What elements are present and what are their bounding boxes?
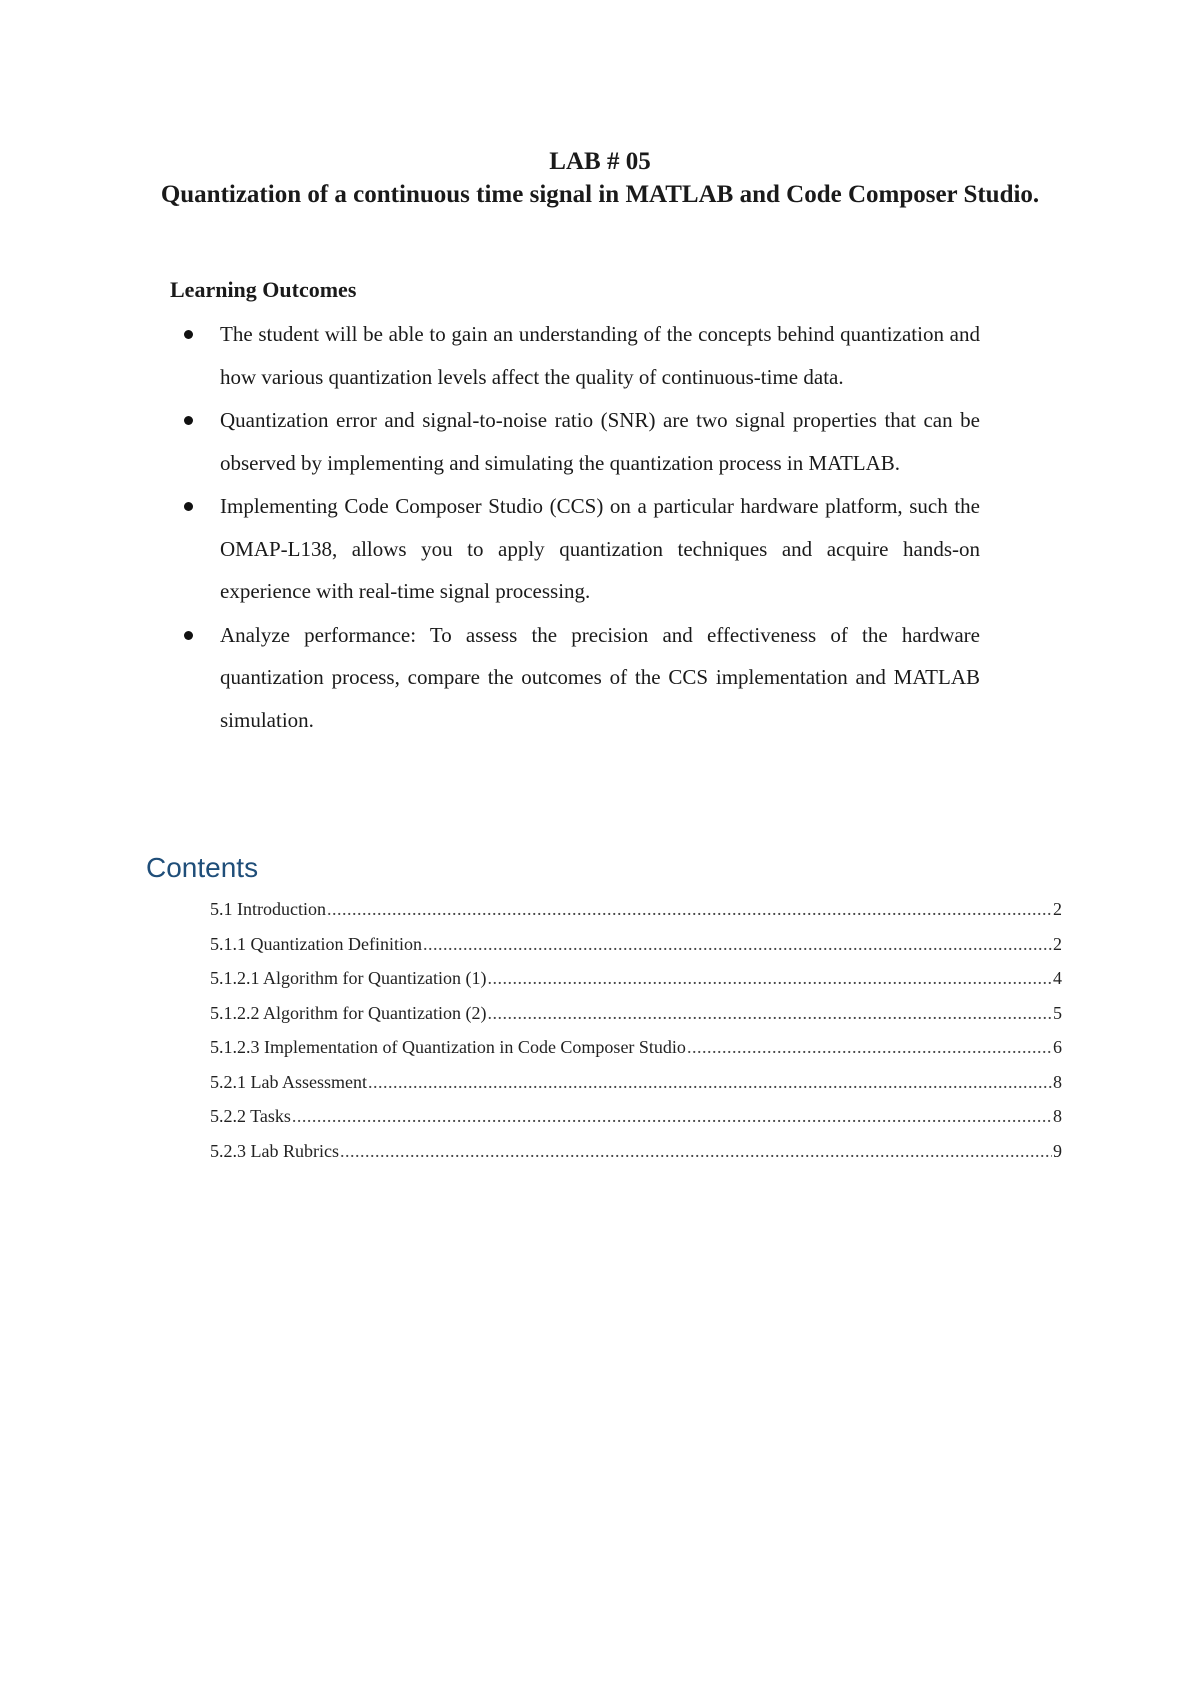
toc-entry-label[interactable]: 5.1.2.3 Implementation of Quantization in Code Composer Studio	[210, 1037, 686, 1057]
toc-dot-leader	[423, 927, 1052, 962]
toc-dot-leader	[687, 1030, 1052, 1065]
bullet-icon	[184, 631, 193, 640]
toc-entry-label[interactable]: 5.2.1 Lab Assessment	[210, 1071, 367, 1092]
toc-entry[interactable]	[210, 996, 1062, 1031]
toc-entry[interactable]	[210, 1065, 1062, 1100]
toc-page-number[interactable]: 5	[1053, 1002, 1062, 1023]
bullet-icon	[184, 330, 193, 339]
list-item-text: Quantization error and signal-to-noise ratio (SNR) are two signal properties that can be observed by implementing and simulating the quantization process in MATLAB.	[220, 408, 980, 475]
toc-entry[interactable]	[210, 892, 1062, 927]
toc-list	[210, 892, 1062, 1168]
toc-page-number[interactable]: 6	[1053, 1037, 1062, 1057]
list-item	[170, 313, 980, 398]
learning-outcomes-section	[170, 275, 980, 742]
toc-entry-label[interactable]: 5.1.2.2 Algorithm for Quantization (2)	[210, 1002, 487, 1023]
toc-page-number[interactable]: 8	[1053, 1106, 1062, 1126]
toc-page-number[interactable]: 8	[1053, 1071, 1062, 1092]
toc-dot-leader	[487, 961, 1052, 996]
toc-dot-leader	[292, 1099, 1052, 1134]
list-item	[170, 399, 980, 484]
toc-entry[interactable]	[210, 1030, 1062, 1065]
toc-page-number[interactable]: 2	[1053, 899, 1062, 919]
toc-dot-leader	[487, 996, 1052, 1031]
table-of-contents	[146, 850, 1066, 1168]
learning-outcomes-list	[170, 313, 980, 741]
toc-entry[interactable]	[210, 961, 1062, 996]
lab-title: Quantization of a continuous time signal in MATLAB and Code Composer Studio.	[160, 181, 1040, 208]
toc-entry[interactable]	[210, 1099, 1062, 1134]
bullet-icon	[184, 502, 193, 511]
list-item-text: The student will be able to gain an understanding of the concepts behind quantization and how various quantization levels affect the quality of continuous-time data.	[220, 322, 980, 389]
toc-dot-leader	[368, 1065, 1052, 1100]
lab-header	[140, 145, 1060, 211]
toc-page-number[interactable]: 9	[1053, 1140, 1062, 1161]
toc-entry-label[interactable]: 5.1.1 Quantization Definition	[210, 933, 422, 954]
toc-entry-label[interactable]: 5.2.2 Tasks	[210, 1106, 291, 1126]
toc-entry[interactable]	[210, 1134, 1062, 1169]
toc-page-number[interactable]: 4	[1053, 968, 1062, 988]
toc-dot-leader	[340, 1134, 1052, 1169]
list-item-text: Implementing Code Composer Studio (CCS) on a particular hardware platform, such the OMAP-L138, allows you to apply quantization techniques and acquire hands-on experience with real-time signal processing.	[220, 494, 980, 603]
toc-entry-label[interactable]: 5.1 Introduction	[210, 899, 326, 919]
list-item-text: Analyze performance: To assess the precision and effectiveness of the hardware quantization process, compare the outcomes of the CCS implementation and MATLAB simulation.	[220, 622, 980, 732]
toc-entry-label[interactable]: 5.1.2.1 Algorithm for Quantization (1)	[210, 968, 487, 988]
lab-number: LAB # 05	[549, 148, 651, 175]
contents-heading: Contents	[146, 852, 259, 883]
toc-entry[interactable]	[210, 927, 1062, 962]
list-item	[170, 485, 980, 613]
learning-outcomes-heading: Learning Outcomes	[170, 277, 357, 302]
toc-entry-label[interactable]: 5.2.3 Lab Rubrics	[210, 1140, 339, 1161]
bullet-icon	[184, 416, 193, 425]
list-item	[170, 614, 980, 742]
toc-dot-leader	[327, 892, 1052, 927]
toc-page-number[interactable]: 2	[1053, 933, 1062, 954]
